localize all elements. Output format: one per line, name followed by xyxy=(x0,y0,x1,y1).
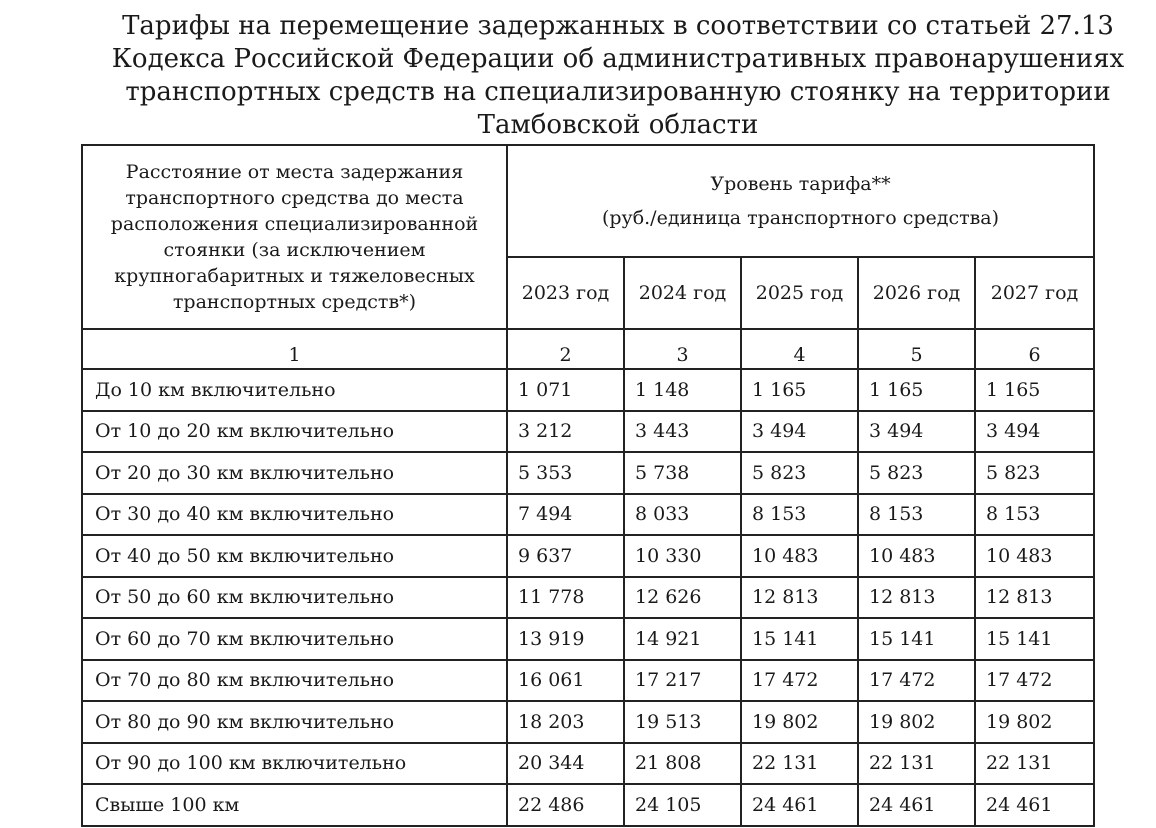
distance-label: От 80 до 90 км включительно xyxy=(82,701,507,743)
tariff-value: 1 165 xyxy=(741,369,858,411)
year-column-header: 2024 год xyxy=(624,257,741,329)
tariff-value: 1 148 xyxy=(624,369,741,411)
table-row xyxy=(82,494,1094,536)
distance-label: От 90 до 100 км включительно xyxy=(82,743,507,785)
tariff-value: 10 483 xyxy=(975,535,1094,577)
header-line: транспортных средств*) xyxy=(172,291,417,313)
column-number: 1 xyxy=(82,329,507,369)
tariff-value: 19 802 xyxy=(858,701,975,743)
year-column-header: 2026 год xyxy=(858,257,975,329)
tariff-value: 12 813 xyxy=(975,577,1094,619)
table-row xyxy=(82,701,1094,743)
tariff-value: 8 153 xyxy=(858,494,975,536)
column-number: 6 xyxy=(975,329,1094,369)
distance-label: От 60 до 70 км включительно xyxy=(82,618,507,660)
tariff-value: 22 131 xyxy=(858,743,975,785)
header-line: расположения специализированной xyxy=(110,213,479,235)
tariff-value: 24 461 xyxy=(741,784,858,826)
distance-label: От 70 до 80 км включительно xyxy=(82,660,507,702)
tariff-value: 3 494 xyxy=(858,411,975,453)
distance-label: От 40 до 50 км включительно xyxy=(82,535,507,577)
tariff-value: 22 486 xyxy=(507,784,624,826)
table-row xyxy=(82,577,1094,619)
tariff-value: 8 033 xyxy=(624,494,741,536)
tariff-value: 1 071 xyxy=(507,369,624,411)
distance-label: Свыше 100 км xyxy=(82,784,507,826)
tariff-unit: (руб./единица транспортного средства) xyxy=(601,207,1000,229)
tariff-value: 5 823 xyxy=(858,452,975,494)
tariff-value: 7 494 xyxy=(507,494,624,536)
header-line: стоянки (за исключением xyxy=(163,239,426,261)
tariff-value: 16 061 xyxy=(507,660,624,702)
tariff-value: 17 472 xyxy=(858,660,975,702)
tariff-value: 24 461 xyxy=(858,784,975,826)
tariff-value: 5 823 xyxy=(975,452,1094,494)
year-column-header: 2025 год xyxy=(741,257,858,329)
tariff-level-title: Уровень тарифа** xyxy=(710,173,891,195)
header-line: транспортного средства до места xyxy=(125,187,464,209)
title-line: Тамбовской области xyxy=(477,110,759,140)
distance-label: От 10 до 20 км включительно xyxy=(82,411,507,453)
tariff-value: 5 353 xyxy=(507,452,624,494)
tariff-value: 22 131 xyxy=(741,743,858,785)
tariff-value: 13 919 xyxy=(507,618,624,660)
table-row xyxy=(82,452,1094,494)
table-row xyxy=(82,743,1094,785)
tariff-value: 1 165 xyxy=(858,369,975,411)
table-row xyxy=(82,660,1094,702)
tariff-value: 24 461 xyxy=(975,784,1094,826)
tariff-value: 12 813 xyxy=(741,577,858,619)
tariff-value: 3 212 xyxy=(507,411,624,453)
tariff-value: 19 802 xyxy=(975,701,1094,743)
header-line: Расстояние от места задержания xyxy=(125,161,464,183)
table-row xyxy=(82,618,1094,660)
table-row xyxy=(82,784,1094,826)
year-column-header: 2027 год xyxy=(975,257,1094,329)
distance-label: От 30 до 40 км включительно xyxy=(82,494,507,536)
tariff-value: 8 153 xyxy=(975,494,1094,536)
tariff-value: 10 330 xyxy=(624,535,741,577)
tariff-value: 3 494 xyxy=(741,411,858,453)
tariff-value: 14 921 xyxy=(624,618,741,660)
document-title xyxy=(0,10,1156,142)
table-row xyxy=(82,369,1094,411)
header-line: крупногабаритных и тяжеловесных xyxy=(114,265,475,287)
tariff-value: 15 141 xyxy=(858,618,975,660)
distance-label: От 50 до 60 км включительно xyxy=(82,577,507,619)
tariff-value: 10 483 xyxy=(858,535,975,577)
column-number: 5 xyxy=(858,329,975,369)
tariff-value: 22 131 xyxy=(975,743,1094,785)
tariff-value: 1 165 xyxy=(975,369,1094,411)
column-number: 2 xyxy=(507,329,624,369)
tariff-value: 21 808 xyxy=(624,743,741,785)
title-line: Тарифы на перемещение задержанных в соответствии со статьей 27.13 xyxy=(122,11,1114,41)
tariff-value: 17 472 xyxy=(741,660,858,702)
tariff-table xyxy=(81,144,1095,827)
tariff-value: 5 823 xyxy=(741,452,858,494)
tariff-value: 9 637 xyxy=(507,535,624,577)
tariff-value: 11 778 xyxy=(507,577,624,619)
tariff-value: 19 513 xyxy=(624,701,741,743)
tariff-value: 20 344 xyxy=(507,743,624,785)
table-row xyxy=(82,411,1094,453)
tariff-value: 17 217 xyxy=(624,660,741,702)
tariff-value: 8 153 xyxy=(741,494,858,536)
tariff-value: 18 203 xyxy=(507,701,624,743)
year-column-header: 2023 год xyxy=(507,257,624,329)
distance-column-header xyxy=(82,145,507,329)
title-line: Кодекса Российской Федерации об административных правонарушениях xyxy=(111,44,1125,74)
tariff-value: 3 443 xyxy=(624,411,741,453)
tariff-value: 24 105 xyxy=(624,784,741,826)
column-number: 4 xyxy=(741,329,858,369)
tariff-value: 19 802 xyxy=(741,701,858,743)
tariff-value: 10 483 xyxy=(741,535,858,577)
column-number: 3 xyxy=(624,329,741,369)
tariff-value: 15 141 xyxy=(975,618,1094,660)
tariff-value: 15 141 xyxy=(741,618,858,660)
distance-label: До 10 км включительно xyxy=(82,369,507,411)
tariff-value: 12 813 xyxy=(858,577,975,619)
tariff-value: 5 738 xyxy=(624,452,741,494)
tariff-value: 3 494 xyxy=(975,411,1094,453)
tariff-value: 17 472 xyxy=(975,660,1094,702)
title-line: транспортных средств на специализированную стоянку на территории xyxy=(125,77,1111,107)
tariff-value: 12 626 xyxy=(624,577,741,619)
distance-label: От 20 до 30 км включительно xyxy=(82,452,507,494)
table-row xyxy=(82,535,1094,577)
tariff-level-header xyxy=(507,145,1094,257)
